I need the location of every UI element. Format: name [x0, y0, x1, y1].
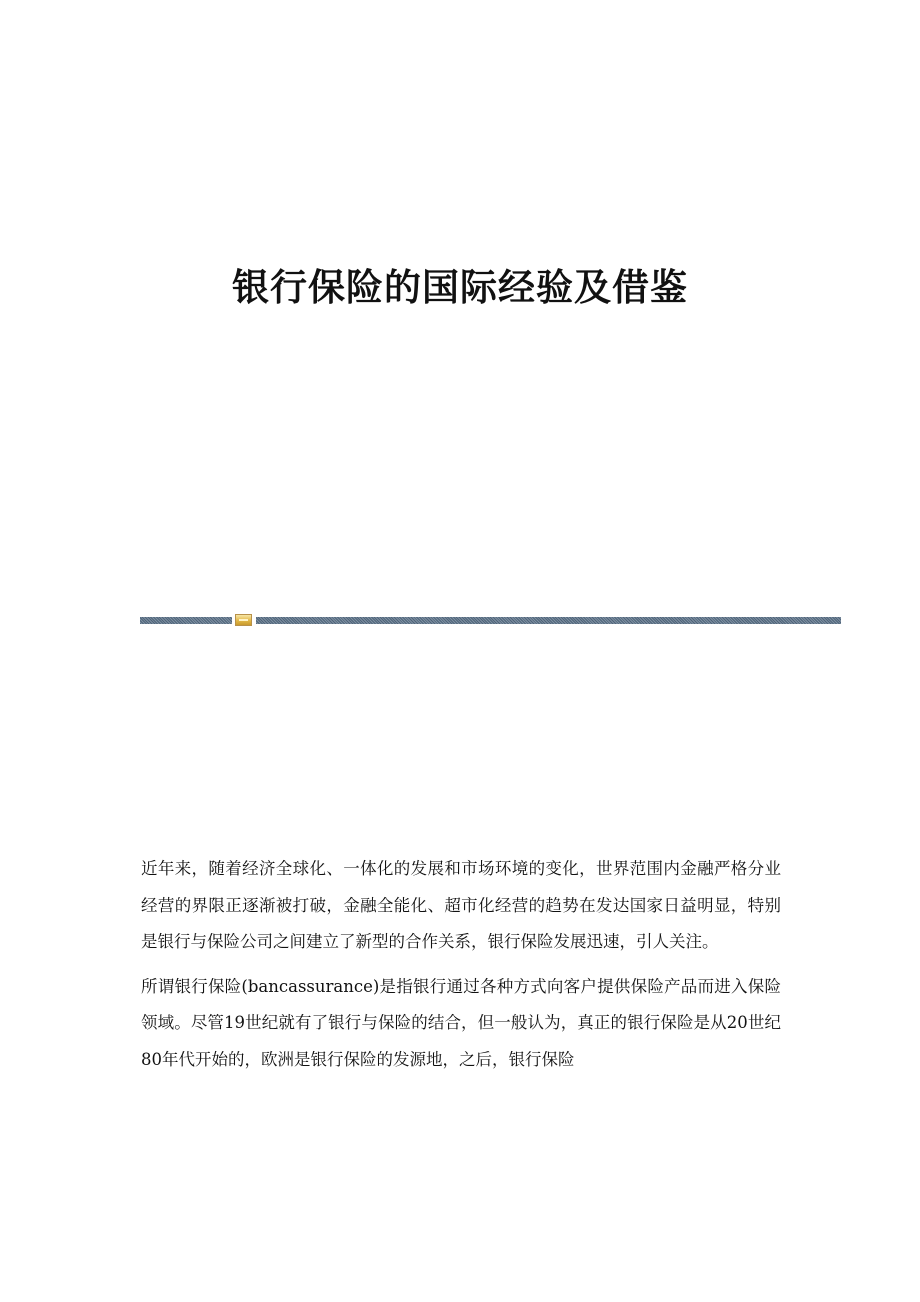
paragraph-definition: 所谓银行保险(bancassurance)是指银行通过各种方式向客户提供保险产品而进入保险领域。尽管19世纪就有了银行与保险的结合，但一般认为，真正的银行保险是从20世纪80年代开始的，欧洲是银行保险的发源地，之后，银行保险 — [141, 976, 781, 1069]
divider-ornament-icon — [235, 614, 252, 626]
section-divider — [140, 614, 841, 626]
document-title: 银行保险的国际经验及借鉴 — [232, 266, 688, 309]
document-body — [141, 851, 781, 1086]
divider-bar-right — [256, 617, 841, 624]
divider-bar-left — [140, 617, 232, 624]
paragraph-intro: 近年来，随着经济全球化、一体化的发展和市场环境的变化，世界范围内金融严格分业经营的界限正逐渐被打破，金融全能化、超市化经营的趋势在发达国家日益明显，特别是银行与保险公司之间建立了新型的合作关系，银行保险发展迅速，引人关注。 — [141, 859, 781, 951]
